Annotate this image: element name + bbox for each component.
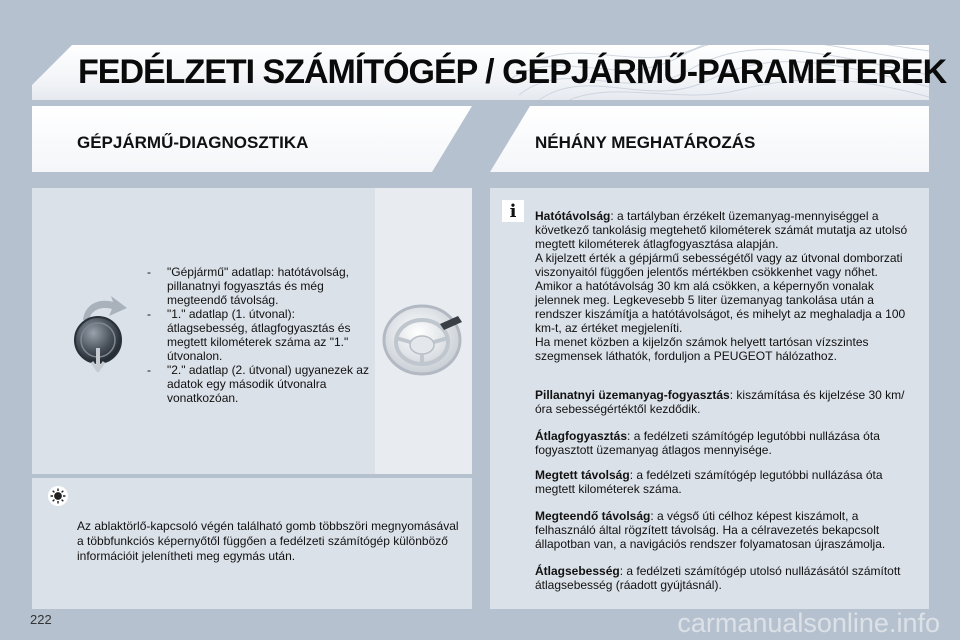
stalk-button-icon bbox=[65, 290, 135, 372]
tip-text: Az ablaktörlő-kapcsoló végén található gomb többszöri megnyomásával a többfunkciós képernyőtől függően a fedélzeti számítógép különböző információit jelenítheti meg egymás után. bbox=[77, 519, 459, 563]
definitions-heading: NÉHÁNY MEGHATÁROZÁS bbox=[535, 133, 756, 152]
list-item: - "Gépjármű" adatlap: hatótávolság, pillanatnyi fogyasztás és még megteendő távolság. bbox=[147, 265, 349, 307]
vehicle-diagnostics-heading: GÉPJÁRMŰ-DIAGNOSZTIKA bbox=[77, 133, 309, 152]
definition-average-speed: Átlagsebesség: a fedélzeti számítógép utolsó nullázásától számított átlagsebesség (ráadott gyújtásnál). bbox=[535, 564, 901, 592]
list-item: - "2." adatlap (2. útvonal) ugyanezek az adatok egy második útvonalra vonatkozóan. bbox=[147, 363, 369, 405]
definition-instant-consumption: Pillanatnyi üzemanyag-fogyasztás: kiszámítása és kijelzése 30 km/óra sebességértéktől kezdődik. bbox=[535, 388, 905, 416]
watermark: carmanualsonline.info bbox=[677, 608, 940, 638]
definition-distance-remaining: Megteendő távolság: a végső úti célhoz képest kiszámolt, a felhasználó által rögzített távolság. Ha a célravezetés bekapcsolt állapotban van, a navigációs rendszer folyamatosan újraszámolja. bbox=[535, 509, 886, 551]
info-icon: i bbox=[502, 200, 524, 222]
steering-wheel-icon bbox=[378, 300, 468, 380]
page-title: FEDÉLZETI SZÁMÍTÓGÉP / GÉPJÁRMŰ-PARAMÉTEREK bbox=[78, 53, 947, 91]
display-pages-list bbox=[147, 265, 372, 405]
definition-distance-travelled: Megtett távolság: a fedélzeti számítógép legutóbbi nullázása óta megtett kilométerek száma. bbox=[535, 468, 883, 496]
page-number: 222 bbox=[30, 612, 52, 627]
list-item: - "1." adatlap (1. útvonal): átlagsebesség, átlagfogyasztás és megtett kilométerek száma az "1." útvonalon. bbox=[147, 307, 351, 363]
definition-range: Hatótávolság: a tartályban érzékelt üzemanyag-mennyiséggel a következő tankolásig megtehető kilométerek számát mutatja az utolsó megtett kilométerek átlagfogyasztása alapján. A kijelzett érték a gépjármű sebességétől vagy az útvonal domborzati viszonyaitól függően jelentős mértékben csökkenhet vagy nőhet. Amikor a hatótávolság 30 km alá csökken, a képernyőn vonalak jelennek meg. Legkevesebb 5 liter üzemanyag tankolása után a rendszer kiszámítja a hatótávolságot, és mihelyt az meghaladja a 100 km-t, az értéket megjeleníti. Ha menet közben a kijelzőn számok helyett tartósan vízszintes szegmensek láthatók, forduljon a PEUGEOT hálózathoz. bbox=[535, 209, 908, 363]
definition-average-consumption: Átlagfogyasztás: a fedélzeti számítógép legutóbbi nullázása óta fogyasztott üzemanyag átlagos mennyisége. bbox=[535, 429, 880, 457]
tip-lightbulb-icon bbox=[47, 485, 69, 507]
